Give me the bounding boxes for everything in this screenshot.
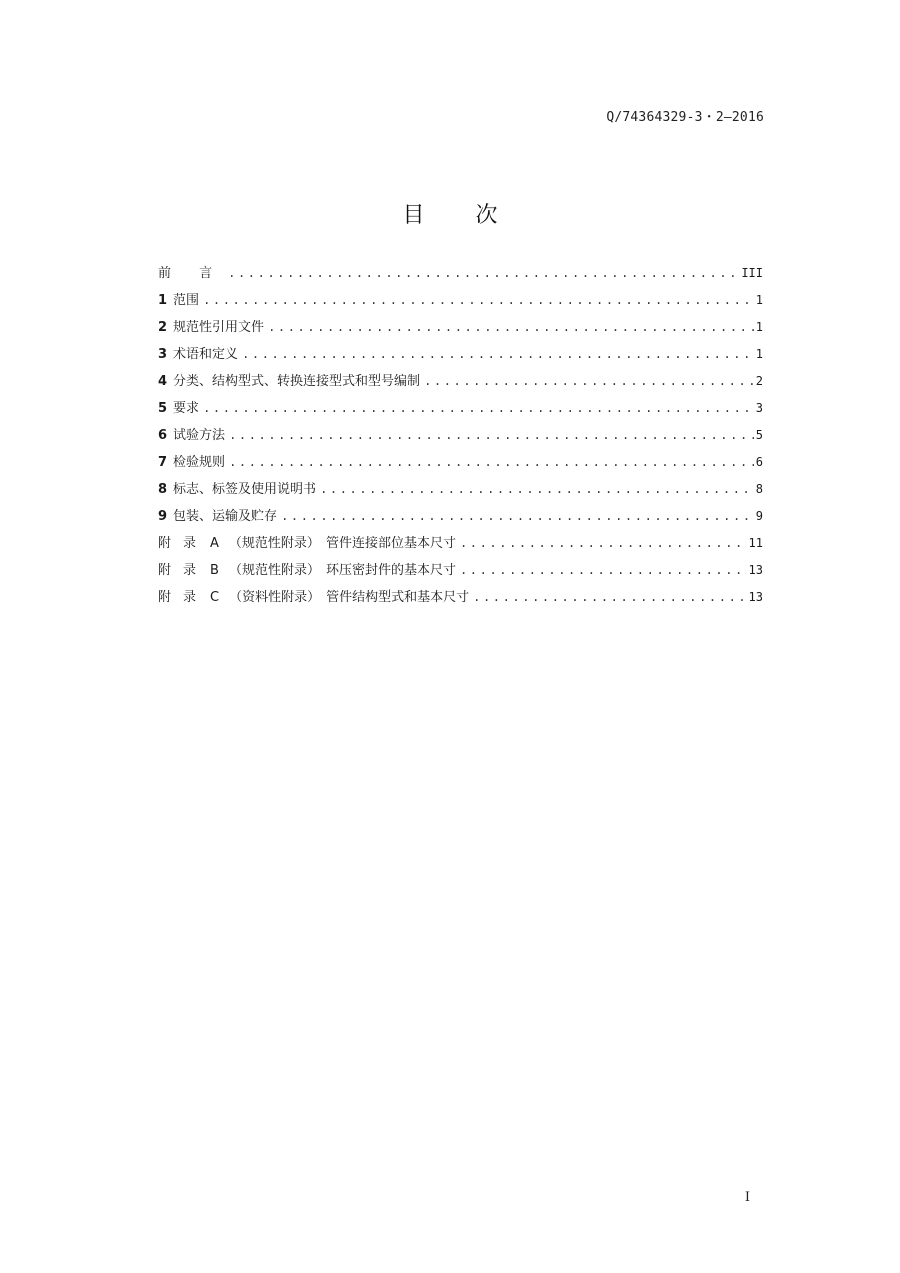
annex-prefix: 附录	[158, 536, 209, 551]
toc-entry-number: 2	[158, 320, 168, 335]
toc-entry-label: 术语和定义	[173, 347, 239, 362]
toc-entry-page: 13	[748, 590, 763, 604]
toc-entry-label: 分类、结构型式、转换连接型式和型号编制	[173, 374, 421, 389]
toc-entry-label: 包装、运输及贮存	[173, 509, 278, 524]
toc-leader-dots	[268, 320, 754, 334]
toc-entry-number: 1	[158, 293, 168, 308]
toc-entry-label: 前 言	[158, 266, 225, 281]
toc-entry-page: 1	[755, 320, 763, 334]
toc-entry-annex-c[interactable]	[158, 586, 763, 613]
toc-entry-label: 要求	[173, 401, 200, 416]
toc-entry-page: 2	[755, 374, 763, 388]
toc-entry-foreword[interactable]	[158, 262, 763, 289]
annex-prefix: 附录	[158, 590, 209, 605]
toc-entry-9[interactable]	[158, 505, 763, 532]
toc-entry-1[interactable]	[158, 289, 763, 316]
page-number: I	[744, 1190, 750, 1205]
annex-kind: （规范性附录）	[228, 563, 320, 578]
toc-entry-number: 4	[158, 374, 168, 389]
toc-entry-annex-b[interactable]	[158, 559, 763, 586]
toc-entry-number: 8	[158, 482, 168, 497]
toc-entry-label: 规范性引用文件	[173, 320, 265, 335]
annex-title: 管件结构型式和基本尺寸	[326, 590, 470, 605]
toc-entry-number: 3	[158, 347, 168, 362]
toc-entry-number: 7	[158, 455, 168, 470]
toc-entry-8[interactable]	[158, 478, 763, 505]
toc-leader-dots	[460, 536, 747, 550]
toc-entry-page: 1	[755, 347, 763, 361]
toc-leader-dots	[320, 482, 754, 496]
toc-entry-page: 1	[755, 293, 763, 307]
toc-entry-label: 试验方法	[173, 428, 226, 443]
toc-leader-dots	[228, 266, 739, 280]
table-of-contents	[158, 262, 763, 613]
toc-entry-label: 范围	[173, 293, 200, 308]
toc-entry-number: 6	[158, 428, 168, 443]
annex-kind: （规范性附录）	[228, 536, 320, 551]
annex-letter: C	[210, 590, 220, 605]
toc-entry-5[interactable]	[158, 397, 763, 424]
toc-entry-page: 9	[755, 509, 763, 523]
toc-entry-label	[158, 559, 456, 578]
toc-leader-dots	[424, 374, 754, 388]
toc-entry-page: 11	[748, 536, 763, 550]
annex-title: 环压密封件的基本尺寸	[325, 563, 456, 578]
toc-leader-dots	[229, 455, 754, 469]
toc-entry-annex-a[interactable]	[158, 532, 763, 559]
toc-leader-dots	[229, 428, 754, 442]
annex-letter: B	[210, 563, 219, 578]
toc-entry-page: 8	[755, 482, 763, 496]
toc-entry-6[interactable]	[158, 424, 763, 451]
toc-entry-page: III	[741, 266, 763, 280]
document-code: Q/74364329-3・2—2016	[606, 110, 764, 125]
toc-entry-number: 5	[158, 401, 168, 416]
toc-entry-label: 检验规则	[173, 455, 226, 470]
toc-entry-page: 6	[755, 455, 763, 469]
toc-leader-dots	[242, 347, 754, 361]
toc-entry-page: 5	[755, 428, 763, 442]
toc-leader-dots	[281, 509, 754, 523]
toc-entry-page: 13	[748, 563, 763, 577]
toc-title: 目 次	[402, 203, 520, 228]
annex-title: 管件连接部位基本尺寸	[325, 536, 456, 551]
annex-prefix: 附录	[158, 563, 209, 578]
toc-entry-2[interactable]	[158, 316, 763, 343]
toc-entry-label	[158, 586, 469, 605]
toc-leader-dots	[473, 590, 746, 604]
toc-entry-number: 9	[158, 509, 168, 524]
annex-letter: A	[210, 536, 219, 551]
toc-entry-label: 标志、标签及使用说明书	[173, 482, 317, 497]
toc-entry-7[interactable]	[158, 451, 763, 478]
toc-leader-dots	[203, 293, 754, 307]
toc-leader-dots	[203, 401, 754, 415]
toc-entry-3[interactable]	[158, 343, 763, 370]
toc-leader-dots	[460, 563, 747, 577]
toc-entry-label	[158, 532, 456, 551]
toc-entry-page: 3	[755, 401, 763, 415]
toc-entry-4[interactable]	[158, 370, 763, 397]
annex-kind: （资料性附录）	[229, 590, 321, 605]
